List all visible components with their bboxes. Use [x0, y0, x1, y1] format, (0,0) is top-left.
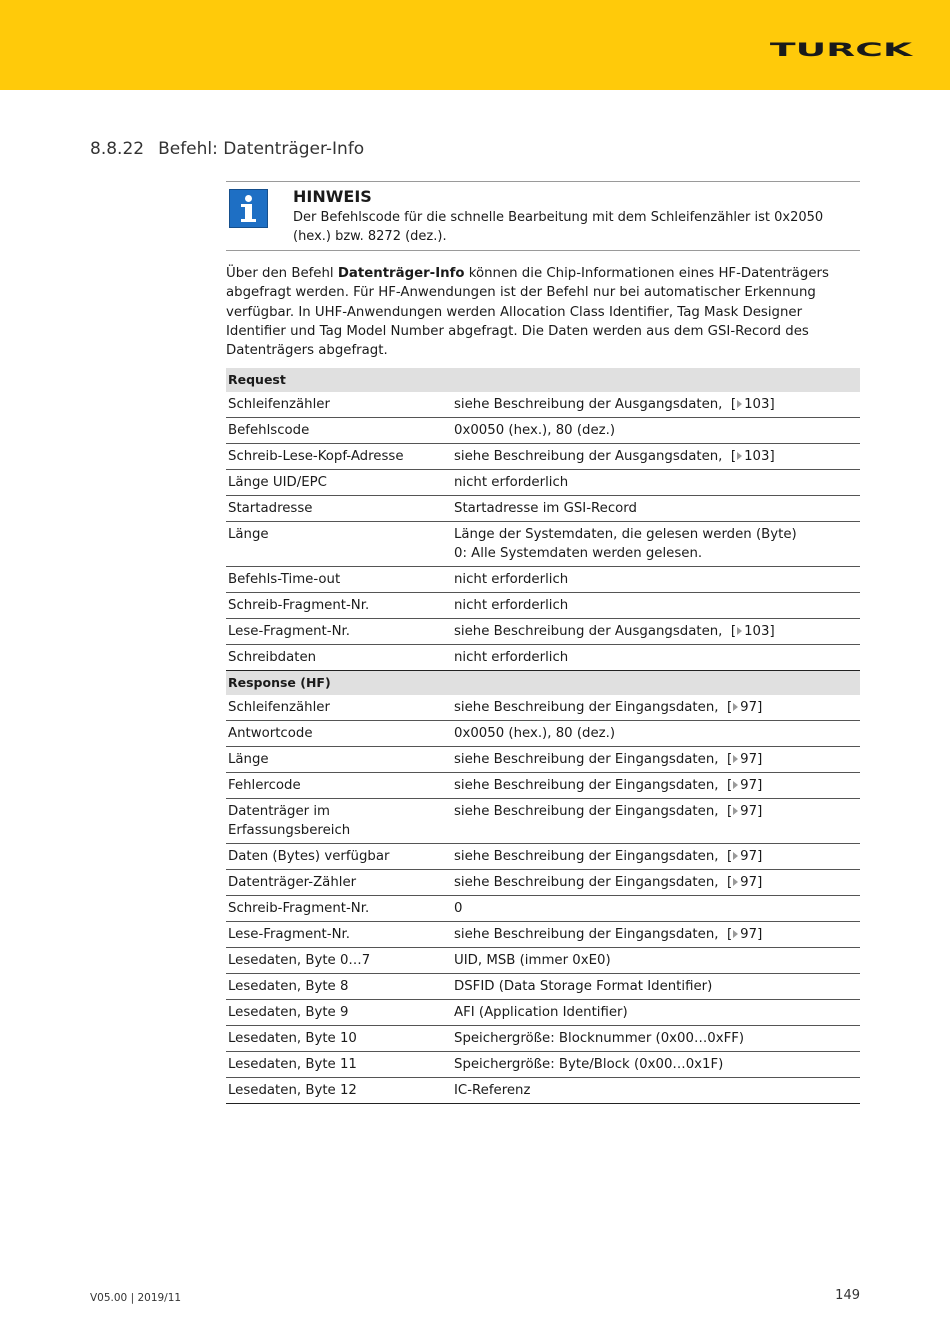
table-row [226, 418, 860, 444]
param-label-text: Lesedaten, Byte 8 [228, 979, 349, 994]
param-label-text: Schreibdaten [228, 650, 317, 665]
footer-version: V05.00 | 2019/11 [90, 1292, 182, 1304]
param-label-text: Lesedaten, Byte 10 [228, 1031, 357, 1046]
arrow-right-icon [733, 703, 738, 711]
section-title-text: Befehl: Datenträger-Info [158, 139, 365, 159]
request-table [226, 368, 860, 671]
param-value-text: siehe Beschreibung der Ausgangsdaten, [454, 397, 723, 412]
param-label-text: Befehls-Time-out [228, 572, 341, 587]
param-label [226, 1078, 452, 1104]
param-label [226, 1052, 452, 1078]
table-row [226, 721, 860, 747]
arrow-right-icon [733, 781, 738, 789]
param-label-text: Lese-Fragment-Nr. [228, 927, 350, 942]
param-label [226, 896, 452, 922]
param-label [226, 1000, 452, 1026]
turck-logo: TURCK [769, 39, 912, 62]
table-row [226, 522, 860, 567]
param-value [452, 593, 860, 619]
page-reference-number: 97 [740, 804, 758, 819]
param-value [452, 844, 860, 870]
param-label [226, 773, 452, 799]
param-label-text: Länge [228, 527, 269, 542]
response-table [226, 671, 860, 1104]
page-reference-number: 103 [744, 624, 770, 639]
page-reference-link[interactable]: [ 103] [722, 397, 775, 412]
table-row [226, 948, 860, 974]
table-row [226, 1026, 860, 1052]
intro-text-end: können die Chip-Informationen eines HF-Datenträgers abgefragt werden. Für HF-Anwendungen ist der Befehl nur bei automatischer Erkennung verfügbar. In UHF-Anwendungen werden Allocation Class Identifier, Tag Mask Designer Identifier und Tag Model Number abgefragt. Die Daten werden aus dem GSI-Record des Datenträgers abgefragt. [226, 266, 829, 359]
param-label-text: Lese-Fragment-Nr. [228, 624, 350, 639]
param-label [226, 619, 452, 645]
param-value [452, 444, 860, 470]
param-value [452, 695, 860, 721]
param-value-text: Länge der Systemdaten, die gelesen werden (Byte) [454, 527, 797, 542]
page-reference-link[interactable]: [ 103] [722, 449, 775, 464]
param-label [226, 747, 452, 773]
param-value [452, 922, 860, 948]
table-row [226, 695, 860, 721]
param-label [226, 444, 452, 470]
param-value-text: siehe Beschreibung der Eingangsdaten, [454, 849, 719, 864]
param-value [452, 799, 860, 844]
param-value [452, 1078, 860, 1104]
param-value-text: Speichergröße: Byte/Block (0x00…0x1F) [454, 1057, 724, 1072]
page-reference-number: 103 [744, 397, 770, 412]
param-label-text: Datenträger im [228, 804, 330, 819]
page-reference-number: 97 [740, 927, 758, 942]
param-value [452, 773, 860, 799]
arrow-right-icon [737, 400, 742, 408]
param-value [452, 418, 860, 444]
arrow-right-icon [733, 807, 738, 815]
param-label [226, 1026, 452, 1052]
param-value-text: siehe Beschreibung der Ausgangsdaten, [454, 624, 723, 639]
page-reference-link[interactable]: [ 97] [718, 875, 763, 890]
param-label [226, 870, 452, 896]
param-label [226, 974, 452, 1000]
table-row [226, 496, 860, 522]
param-label-text: Schleifenzähler [228, 397, 330, 412]
param-label-text: Lesedaten, Byte 9 [228, 1005, 349, 1020]
param-value-text: DSFID (Data Storage Format Identifier) [454, 979, 713, 994]
table-row [226, 392, 860, 418]
table-row [226, 1052, 860, 1078]
param-value-text: 0x0050 (hex.), 80 (dez.) [454, 726, 616, 741]
table-row [226, 974, 860, 1000]
param-label [226, 922, 452, 948]
param-value-text: nicht erforderlich [454, 598, 569, 613]
param-value-text: UID, MSB (immer 0xE0) [454, 953, 611, 968]
header-bar [0, 0, 950, 90]
param-value-text: siehe Beschreibung der Eingangsdaten, [454, 875, 719, 890]
arrow-right-icon [737, 452, 742, 460]
param-value-text: siehe Beschreibung der Eingangsdaten, [454, 778, 719, 793]
arrow-right-icon [733, 930, 738, 938]
param-label [226, 418, 452, 444]
param-value [452, 392, 860, 418]
table-row [226, 799, 860, 844]
table-row [226, 844, 860, 870]
section-title [90, 139, 364, 159]
arrow-right-icon [737, 627, 742, 635]
param-label [226, 645, 452, 671]
param-value [452, 567, 860, 593]
param-label-text: Fehlercode [228, 778, 301, 793]
param-value-text-line2: 0: Alle Systemdaten werden gelesen. [454, 546, 703, 561]
section-number: 8.8.22 [90, 139, 145, 159]
param-value-text: siehe Beschreibung der Eingangsdaten, [454, 804, 719, 819]
param-value-text: nicht erforderlich [454, 572, 569, 587]
param-value-text: AFI (Application Identifier) [454, 1005, 628, 1020]
param-label-text: Schreib-Fragment-Nr. [228, 598, 370, 613]
page-reference-link[interactable]: [ 97] [718, 927, 763, 942]
request-table-header: Request [226, 368, 860, 392]
param-value [452, 522, 860, 567]
param-label-text: Antwortcode [228, 726, 313, 741]
param-value [452, 1000, 860, 1026]
param-value [452, 1052, 860, 1078]
param-label [226, 392, 452, 418]
table-row [226, 470, 860, 496]
arrow-right-icon [733, 878, 738, 886]
param-value [452, 974, 860, 1000]
page-reference-number: 97 [740, 778, 758, 793]
page-reference-link[interactable]: [ 97] [718, 752, 763, 767]
table-row [226, 645, 860, 671]
page-reference-number: 97 [740, 875, 758, 890]
arrow-right-icon [733, 852, 738, 860]
param-label-text: Lesedaten, Byte 11 [228, 1057, 357, 1072]
table-row [226, 1078, 860, 1104]
page-reference-link[interactable]: [ 103] [722, 624, 775, 639]
param-value [452, 619, 860, 645]
param-label-text: Datenträger-Zähler [228, 875, 357, 890]
param-value-text: 0 [454, 901, 463, 916]
page-reference-number: 103 [744, 449, 770, 464]
page-reference-number: 97 [740, 849, 758, 864]
param-value-text: nicht erforderlich [454, 475, 569, 490]
param-value-text: Speichergröße: Blocknummer (0x00…0xFF) [454, 1031, 745, 1046]
param-label [226, 496, 452, 522]
param-label [226, 721, 452, 747]
intro-command-name: Datenträger-Info [337, 266, 465, 281]
table-row [226, 870, 860, 896]
param-label-text: Daten (Bytes) verfügbar [228, 849, 390, 864]
param-label-text-line2: Erfassungsbereich [228, 823, 351, 838]
param-label-text: Lesedaten, Byte 12 [228, 1083, 357, 1098]
param-value [452, 721, 860, 747]
param-label [226, 470, 452, 496]
table-row [226, 896, 860, 922]
param-label [226, 799, 452, 844]
param-label-text: Länge UID/EPC [228, 475, 327, 490]
param-value-text: siehe Beschreibung der Eingangsdaten, [454, 752, 719, 767]
info-icon [229, 189, 268, 228]
table-row [226, 747, 860, 773]
param-value-text: nicht erforderlich [454, 650, 569, 665]
note-title: HINWEIS [293, 187, 372, 206]
page-reference-link[interactable]: [ 97] [718, 804, 763, 819]
param-label [226, 948, 452, 974]
param-value-text: 0x0050 (hex.), 80 (dez.) [454, 423, 616, 438]
param-label [226, 567, 452, 593]
param-label-text: Befehlscode [228, 423, 310, 438]
page-reference-number: 97 [740, 700, 758, 715]
note-box [226, 181, 860, 251]
param-value-text: IC-Referenz [454, 1083, 531, 1098]
param-label-text: Lesedaten, Byte 0…7 [228, 953, 371, 968]
page-reference-link[interactable]: [ 97] [718, 700, 763, 715]
param-label-text: Schreib-Lese-Kopf-Adresse [228, 449, 404, 464]
intro-paragraph [226, 264, 862, 360]
param-label-text: Schleifenzähler [228, 700, 330, 715]
param-value [452, 747, 860, 773]
table-row [226, 444, 860, 470]
param-label-text: Schreib-Fragment-Nr. [228, 901, 370, 916]
table-row [226, 567, 860, 593]
intro-text-start: Über den Befehl [226, 266, 338, 281]
param-label [226, 844, 452, 870]
param-value [452, 645, 860, 671]
param-value-text: siehe Beschreibung der Eingangsdaten, [454, 700, 719, 715]
response-table-header: Response (HF) [226, 671, 860, 695]
param-value [452, 870, 860, 896]
param-label [226, 522, 452, 567]
param-value-text: siehe Beschreibung der Eingangsdaten, [454, 927, 719, 942]
table-row [226, 922, 860, 948]
param-value [452, 896, 860, 922]
param-value-text: Startadresse im GSI-Record [454, 501, 637, 516]
param-label [226, 695, 452, 721]
table-row [226, 619, 860, 645]
page-reference-link[interactable]: [ 97] [718, 778, 763, 793]
param-value-text: siehe Beschreibung der Ausgangsdaten, [454, 449, 723, 464]
param-value [452, 470, 860, 496]
param-label-text: Länge [228, 752, 269, 767]
page-number: 149 [835, 1288, 860, 1303]
table-row [226, 1000, 860, 1026]
page-reference-link[interactable]: [ 97] [718, 849, 763, 864]
param-label-text: Startadresse [228, 501, 313, 516]
table-row [226, 593, 860, 619]
param-value [452, 948, 860, 974]
param-label [226, 593, 452, 619]
arrow-right-icon [733, 755, 738, 763]
page-reference-number: 97 [740, 752, 758, 767]
note-text: Der Befehlscode für die schnelle Bearbeitung mit dem Schleifenzähler ist 0x2050 (hex.) bzw. 8272 (dez.). [293, 210, 824, 244]
param-value [452, 496, 860, 522]
table-row [226, 773, 860, 799]
param-value [452, 1026, 860, 1052]
